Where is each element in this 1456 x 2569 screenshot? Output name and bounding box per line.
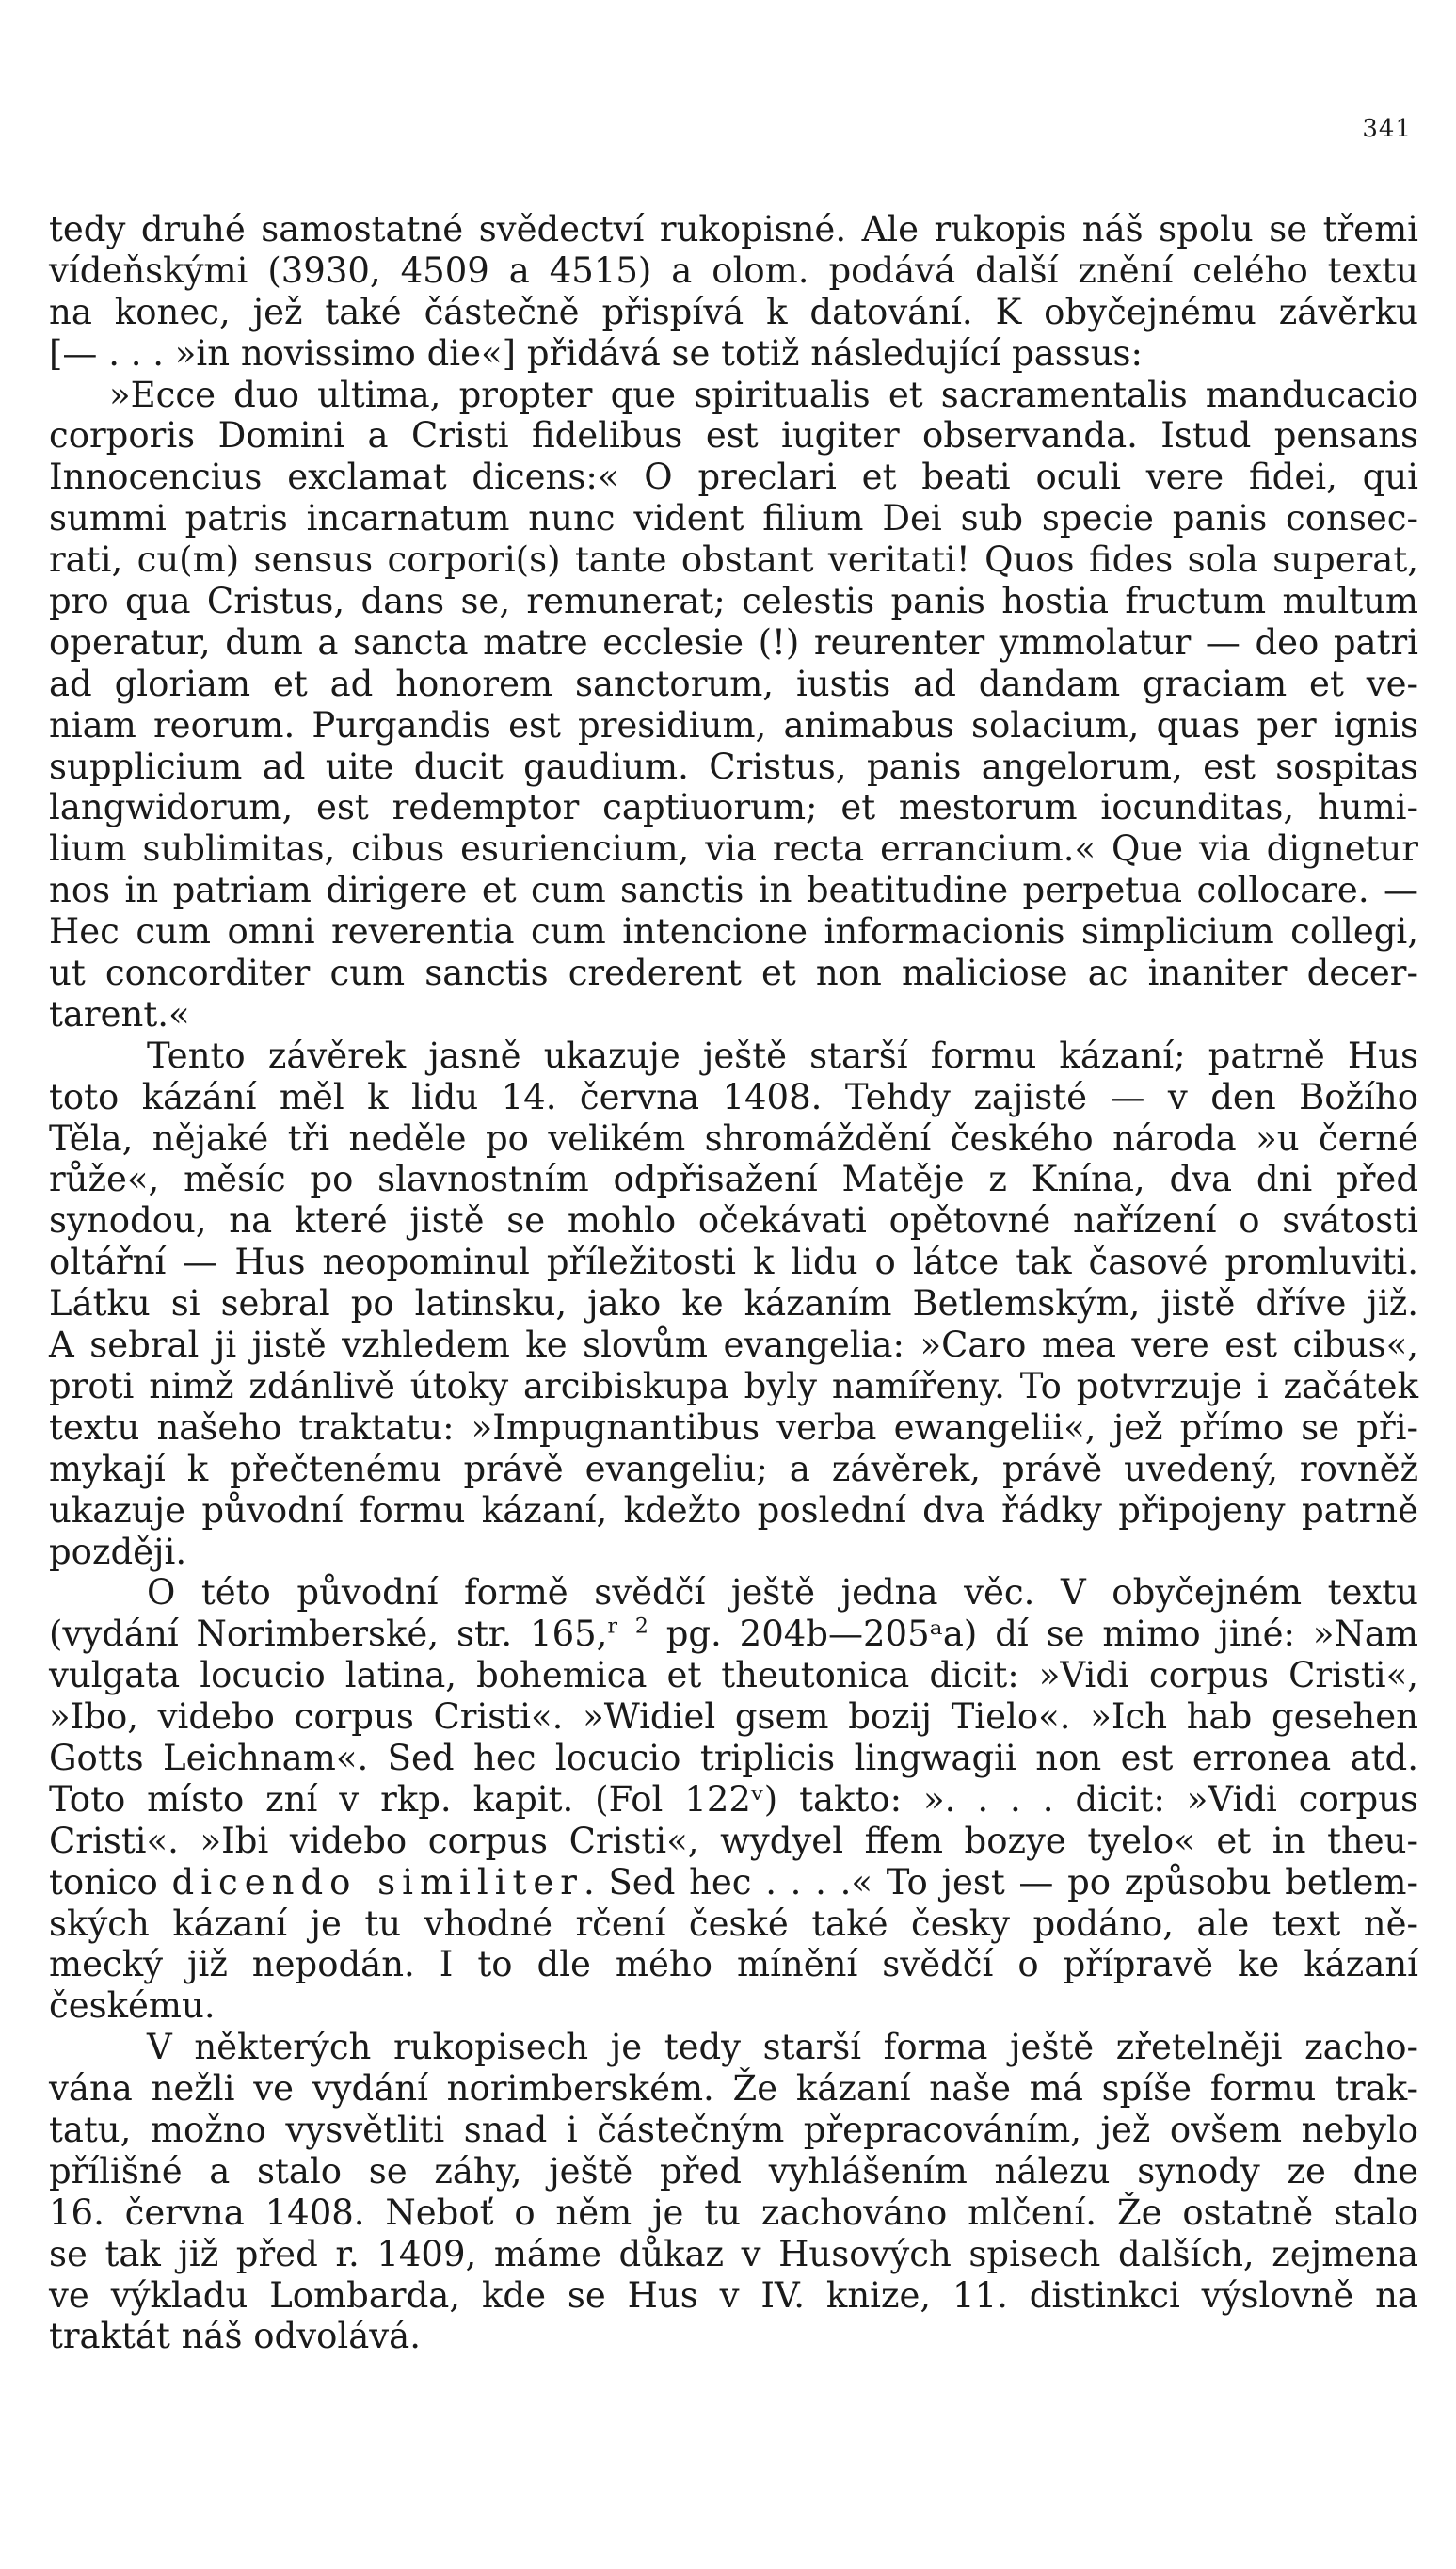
text-line: Toto místo zní v rkp. kapit. (Fol 122ᵛ) takto: ». . . . dicit: »Vidi corpus (49, 1778, 1418, 1820)
text-line (49, 1862, 1418, 1903)
text-line: toto kázání měl k lidu 14. června 1408. Tehdy zajisté — v den Božího (49, 1076, 1418, 1117)
text-segment: (vydání Norimberské, str. 165, (49, 1614, 608, 1655)
text-line: proti nimž zdánlivě útoky arcibiskupa byly namířeny. To potvrzuje i začátek (49, 1365, 1418, 1406)
text-line: 16. června 1408. Neboť o něm je tu zachováno mlčení. Že ostatně stalo (49, 2192, 1418, 2233)
text-line: Tento závěrek jasně ukazuje ještě starší formu kázaní; patrně Hus (147, 1035, 1418, 1076)
text-line: českému. (49, 1985, 216, 2027)
text-line: ad gloriam et ad honorem sanctorum, iustis ad dandam graciam et ve- (49, 663, 1418, 704)
body-text (49, 209, 1418, 2357)
superscript-note: 2 (634, 1614, 648, 1639)
text-line: »Ecce duo ultima, propter que spiritualis et sacramentalis manducacio (109, 374, 1418, 415)
text-line: vána nežli ve vydání norimberském. Že kázaní naše má spíše formu trak- (49, 2068, 1418, 2110)
text-line: rati, cu(m) sensus corpori(s) tante obstant veritati! Quos fides sola superat, (49, 539, 1418, 581)
text-line: mecký již nepodán. I to dle mého mínění svědčí o přípravě ke kázaní (49, 1944, 1418, 1985)
text-line: mykají k přečtenému právě evangeliu; a závěrek, právě uvedený, rovněž (49, 1448, 1418, 1489)
text-line: Gotts Leichnam«. Sed hec locucio triplicis lingwagii non est erronea atd. (49, 1737, 1418, 1778)
text-line: V některých rukopisech je tedy starší forma ještě zřetelněji zacho- (147, 2027, 1418, 2068)
text-line: tedy druhé samostatné svědectví rukopisné. Ale rukopis náš spolu se třemi (49, 209, 1418, 249)
text-line: supplicium ad uite ducit gaudium. Cristus, panis angelorum, est sospitas (49, 746, 1418, 787)
text-line: tatu, možno vysvětliti snad i částečným přepracováním, jež ovšem nebylo (49, 2109, 1418, 2150)
text-line: niam reorum. Purgandis est presidium, animabus solacium, quas per ignis (49, 704, 1418, 746)
text-line: operatur, dum a sancta matre ecclesie (!) reurenter ymmolatur — deo patri (49, 621, 1418, 663)
text-line: O této původní formě svědčí ještě jedna věc. V obyčejném textu (147, 1572, 1418, 1614)
text-line: na konec, jež také částečně přispívá k datování. K obyčejnému závěrku (49, 291, 1418, 332)
text-line: synodou, na které jistě se mohlo očekávati opětovné nařízení o svátosti (49, 1200, 1418, 1242)
text-line: ských kázaní je tu vhodné rčení české také česky podáno, ale text ně- (49, 1903, 1418, 1944)
text-line: přílišné a stalo se záhy, ještě před vyhlášením nálezu synody ze dne (49, 2150, 1418, 2192)
text-line: tarent.« (49, 993, 190, 1035)
text-line: langwidorum, est redemptor captiuorum; et mestorum iocunditas, humi- (49, 787, 1418, 828)
text-line: ut concorditer cum sanctis crederent et non maliciose ac inaniter decer- (49, 953, 1418, 994)
text-line: později. (49, 1531, 187, 1572)
text-line: textu našeho traktatu: »Impugnantibus verba ewangelii«, jež přímo se při- (49, 1406, 1418, 1448)
text-line: vídeňskými (3930, 4509 a 4515) a olom. podává další znění celého textu (49, 249, 1418, 291)
text-line: se tak již před r. 1409, máme důkaz v Husových spisech dalších, zejmena (49, 2233, 1418, 2274)
text-line: traktát náš odvolává. (49, 2316, 421, 2357)
text-line: A sebral ji jistě vzhledem ke slovům evangelia: »Caro mea vere est cibus«, (49, 1325, 1418, 1366)
text-line: ve výkladu Lombarda, kde se Hus v IV. knize, 11. distinkci výslovně na (49, 2274, 1418, 2316)
text-line: Hec cum omni reverentia cum intencione informacionis simplicium collegi, (49, 911, 1418, 953)
text-segment: . Sed hec . . . .« To jest — po způsobu betlem- (584, 1861, 1418, 1903)
text-line: pro qua Cristus, dans se, remunerat; celestis panis hostia fructum multum (49, 581, 1418, 622)
superscript-r: r (607, 1614, 617, 1639)
text-line: vulgata locucio latina, bohemica et theutonica dicit: »Vidi corpus Cristi«, (49, 1655, 1418, 1696)
text-line: nos in patriam dirigere et cum sanctis in beatitudine perpetua collocare. — (49, 870, 1418, 911)
spaced-text: dicendo similiter (171, 1861, 584, 1903)
text-line: »Ibo, videbo corpus Cristi«. »Widiel gsem bozij Tielo«. »Ich hab gesehen (49, 1696, 1418, 1738)
text-line: Cristi«. »Ibi videbo corpus Cristi«, wydyel ffem bozye tyelo« et in theu- (49, 1820, 1418, 1861)
text-line: Innocencius exclamat dicens:« O preclari et beati oculi vere fidei, qui (49, 457, 1418, 498)
text-line: corporis Domini a Cristi fidelibus est iugiter observanda. Istud pensans (49, 415, 1418, 457)
text-segment: tonico (49, 1861, 172, 1903)
text-segment: pg. 204b—205ᵃa) dí se mimo jiné: »Nam (665, 1614, 1418, 1655)
text-line: [— . . . »in novissimo die«] přidává se totiž následující passus: (49, 332, 1144, 374)
text-line: Těla, nějaké tři neděle po velikém shromáždění českého národa »u černé (49, 1117, 1418, 1159)
text-line: oltářní — Hus neopominul příležitosti k lidu o látce tak časové promluviti. (49, 1242, 1418, 1283)
text-line: růže«, měsíc po slavnostním odpřisažení Matěje z Knína, dva dni před (49, 1159, 1418, 1200)
text-line: Látku si sebral po latinsku, jako ke kázaním Betlemským, jistě dříve již. (49, 1283, 1418, 1325)
text-line: summi patris incarnatum nunc vident filium Dei sub specie panis consec- (49, 498, 1418, 539)
text-line: ukazuje původní formu kázaní, kdežto poslední dva řádky připojeny patrně (49, 1489, 1418, 1531)
text-line: lium sublimitas, cibus esuriencium, via recta errancium.« Que via dignetur (49, 828, 1418, 870)
page-number: 341 (1362, 115, 1412, 143)
text-line (49, 1614, 1418, 1655)
